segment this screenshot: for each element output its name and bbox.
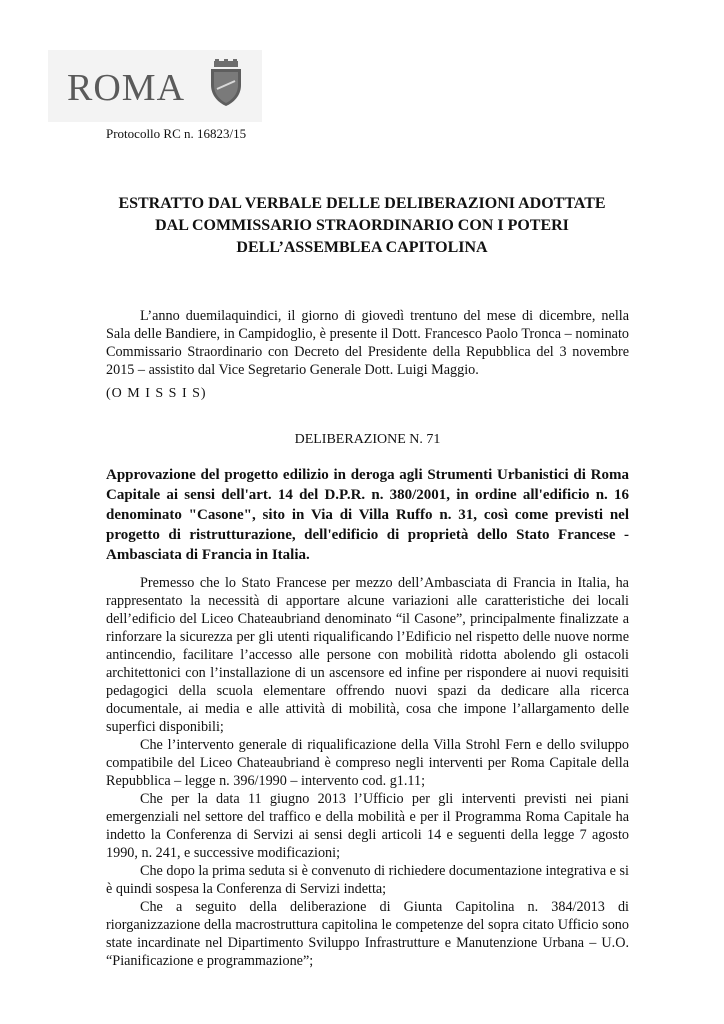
deliberation-subject: Approvazione del progetto edilizio in deroga agli Strumenti Urbanistici di Roma Capitale ai sensi dell'art. 14 del D.P.R. n. 380/2001, in ordine all'edificio n. 16 denominato "Casone", sito in Via di Villa Ruffo n. 31, così come previsti nel progetto di ristrutturazione, dell'edificio di proprietà dello Stato Francese - Ambasciata di Francia in Italia. <box>106 467 629 563</box>
title-line: DELL’ASSEMBLEA CAPITOLINA <box>236 239 488 256</box>
title-line: DAL COMMISSARIO STRAORDINARIO CON I POTERI <box>155 217 569 234</box>
protocol-number: Protocollo RC n. 16823/15 <box>106 126 247 141</box>
deliberation-number: DELIBERAZIONE N. 71 <box>294 432 441 447</box>
body-text <box>106 574 629 970</box>
intro-paragraph: L’anno duemilaquindici, il giorno di giovedì trentuno del mese di dicembre, nella Sala delle Bandiere, in Campidoglio, è presente il Dott. Francesco Paolo Tronca – nominato Commissario Straordinario con Decreto del Presidente della Repubblica del 3 novembre 2015 – assistito dal Vice Segretario Generale Dott. Luigi Maggio. <box>106 308 629 378</box>
roma-logo-text: ROMA <box>67 67 186 109</box>
body-paragraph: Che l’intervento generale di riqualificazione della Villa Strohl Fern e dello sviluppo compatibile del Liceo Chateaubriand è compreso negli interventi per Roma Capitale della Repubblica – legge n. 396/1990 – intervento cod. g1.11; <box>106 737 629 789</box>
roma-crest-icon <box>207 59 245 107</box>
document-title <box>80 193 644 259</box>
body-paragraph: Che a seguito della deliberazione di Giunta Capitolina n. 384/2013 di riorganizzazione della macrostruttura capitolina le competenze del sopra citato Ufficio sono state incardinate nel Dipartimento Sviluppo Infrastrutture e Manutenzione Urbana – U.O. “Pianificazione e programmazione”; <box>106 899 629 969</box>
body-paragraph: Che dopo la prima seduta si è convenuto di richiedere documentazione integrativa e si è quindi sospesa la Conferenza di Servizi indetta; <box>106 863 629 897</box>
intro-block <box>106 307 629 379</box>
body-paragraph: Premesso che lo Stato Francese per mezzo dell’Ambasciata di Francia in Italia, ha rappresentato la necessità di apportare alcune variazioni alle caratteristiche dei locali dell’edificio del Liceo Chateaubriand denominato “il Casone”, principalmente finalizzate a rinforzare la sicurezza per gli utenti riqualificando l’Edificio nel rispetto delle nuove norme antincendio, facilitare l’accesso alle persone con mobilità ridotta abolendo gli ostacoli architettonici con l’installazione di un ascensore ed infine per rispondere ai nuovi requisiti pedagogici della scuola elementare offrendo nuovi spazi da dedicare alla ricerca documentale, ai media e alle attività di mobilità, cosa che impone l’allargamento delle superfici disponibili; <box>106 575 629 735</box>
body-paragraph: Che per la data 11 giugno 2013 l’Ufficio per gli interventi previsti nei piani emergenziali nel settore del traffico e della mobilità e per il Programma Roma Capitale ha indetto la Conferenza di Servizi ai sensi degli articoli 14 e seguenti della legge 7 agosto 1990, n. 241, e successive modificazioni; <box>106 791 629 861</box>
title-line: ESTRATTO DAL VERBALE DELLE DELIBERAZIONI ADOTTATE <box>118 195 606 212</box>
omissis: (O M I S S I S) <box>106 386 207 401</box>
